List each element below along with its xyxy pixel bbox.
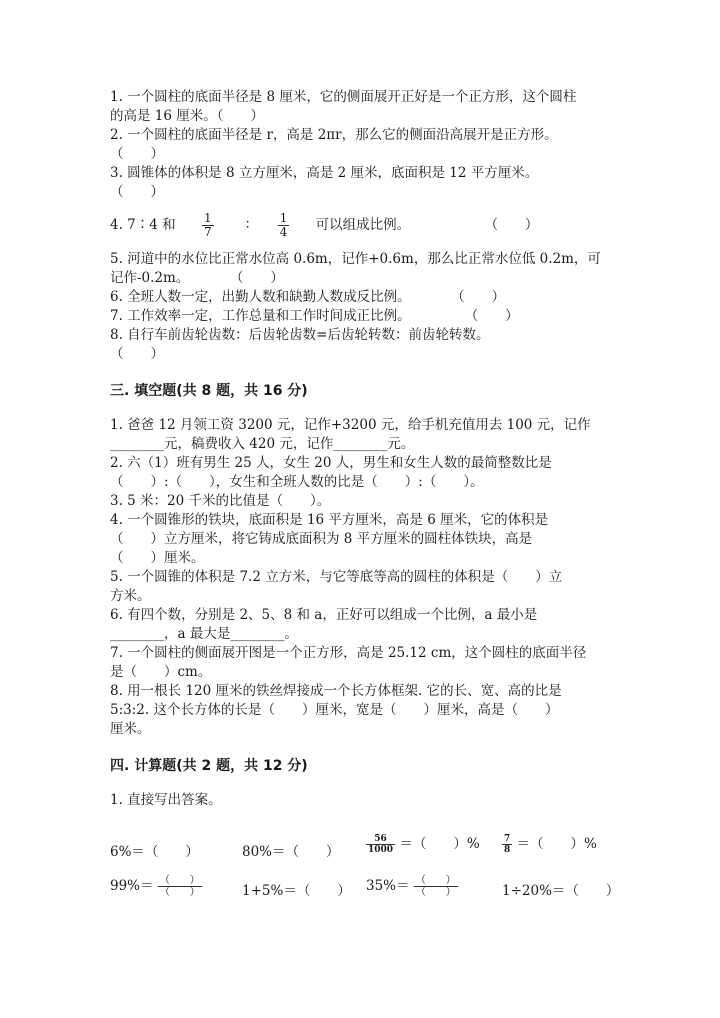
judge-q1-line2: 的高是 16 厘米。（ ） [110, 108, 265, 124]
fill-q2-line1: 2. 六（1）班有男生 25 人，女生 20 人，男生和女生人数的最简整数比是 [110, 455, 552, 471]
calc-q1-instruction: 1. 直接写出答案。 [110, 792, 222, 808]
fill-q5-line1: 5. 一个圆锥的体积是 7.2 立方米，与它等底等高的圆柱的体积是（ ）立 [110, 569, 563, 585]
fill-q4-line3: （ ）厘米。 [110, 550, 205, 566]
judge-q4-colon: ∶ [245, 217, 250, 233]
fill-q3: 3. 5 米：20 千米的比值是（ ）。 [110, 493, 331, 509]
fill-q4-line1: 4. 一个圆锥形的铁块，底面积是 16 平方厘米，高是 6 厘米，它的体积是 [110, 512, 549, 528]
fill-q1-line1: 1. 爸爸 12 月领工资 3200 元，记作+3200 元，给手机充值用去 100 元，记作 [110, 417, 591, 433]
calc-r1-c4-fraction [502, 834, 512, 855]
judge-q3-line1: 3. 圆锥体的体积是 8 立方厘米，高是 2 厘米，底面积是 12 平方厘米。 [110, 165, 539, 181]
judge-q8-line1: 8. 自行车前齿轮齿数：后齿轮齿数=后齿轮转数：前齿轮转数。 [110, 327, 490, 343]
section-4-heading: 四. 计算题(共 2 题，共 12 分) [110, 758, 308, 774]
fill-q6-line1: 6. 有四个数，分别是 2、5、8 和 a，正好可以组成一个比例，a 最小是 [110, 607, 538, 623]
fill-q8-line3: 厘米。 [110, 721, 151, 737]
fill-q7-line2: 是（ ）cm。 [110, 664, 212, 680]
calc-r1-c3-fraction [366, 834, 395, 855]
calc-r1-c1: 6%＝（ ） [110, 844, 199, 860]
calc-r2-c3-fraction [414, 875, 458, 898]
calc-r2-c3-pre: 35%＝ [366, 878, 410, 894]
fraction-denominator: 7 [203, 225, 212, 239]
fraction-numerator: 1 [279, 211, 288, 225]
judge-q6: 6. 全班人数一定，出勤人数和缺勤人数成反比例。 （ ） [110, 289, 506, 305]
section-3-heading: 三. 填空题(共 8 题，共 16 分) [110, 383, 308, 399]
judge-q1-line1: 1. 一个圆柱的底面半径是 8 厘米，它的侧面展开正好是一个正方形，这个圆柱 [110, 89, 577, 105]
judge-q4-fraction-1 [202, 212, 214, 239]
fraction-numerator: 1 [203, 211, 212, 225]
judge-q2-line2: （ ） [110, 146, 164, 162]
fill-q8-line2: 5:3:2. 这个长方体的长是（ ）厘米，宽是（ ）厘米，高是（ ） [110, 702, 559, 718]
fraction-denominator: （ ） [415, 887, 456, 898]
judge-q4-suffix: 可以组成比例。 [315, 217, 411, 233]
fraction-numerator: （ ） [159, 875, 200, 886]
calc-r2-c1 [110, 874, 202, 898]
calc-r1-c2: 80%＝（ ） [242, 844, 340, 860]
fill-q5-line2: 方米。 [110, 588, 151, 604]
fill-q1-line2: ________元，稿费收入 420 元，记作________元。 [110, 436, 415, 452]
judge-q4-prefix: 4. 7∶4 和 [110, 217, 176, 233]
fill-q6-line2: ________，a 最大是________。 [110, 626, 298, 642]
fraction-denominator: 1000 [368, 845, 394, 855]
judge-q4 [110, 212, 538, 239]
fraction-denominator: （ ） [159, 887, 200, 898]
calc-r2-c2: 1+5%＝（ ） [242, 883, 351, 899]
fraction-numerator: （ ） [415, 875, 456, 886]
judge-q2-line1: 2. 一个圆柱的底面半径是 r，高是 2πr，那么它的侧面沿高展开是正方形。 [110, 127, 558, 143]
judge-q8-line2: （ ） [110, 346, 164, 362]
judge-q3-line2: （ ） [110, 184, 164, 200]
calc-r1-c3 [366, 832, 480, 855]
judge-q5-line1: 5. 河道中的水位比正常水位高 0.6m，记作+0.6m，那么比正常水位低 0.2m，可 [110, 251, 601, 267]
judge-q4-answer-paren: （ ） [484, 217, 539, 233]
judge-q7: 7. 工作效率一定，工作总量和工作时间成正比例。 （ ） [110, 308, 519, 324]
fraction-numerator: 56 [366, 834, 395, 845]
fraction-numerator: 7 [504, 834, 511, 844]
calc-r1-c4 [502, 832, 597, 855]
fraction-denominator: 8 [504, 845, 511, 855]
fill-q8-line1: 8. 用一根长 120 厘米的铁丝焊接成一个长方体框架. 它的长、宽、高的比是 [110, 683, 562, 699]
judge-q5-line2: 记作-0.2m。 （ ） [110, 270, 284, 286]
calc-r1-c3-rest: ＝（ ）% [399, 836, 480, 852]
calc-r2-c3 [366, 874, 458, 898]
judge-q4-fraction-2 [278, 212, 290, 239]
fraction-denominator: 4 [279, 225, 288, 239]
calc-r2-c1-fraction [158, 875, 202, 898]
fill-q4-line2: （ ）立方厘米，将它铸成底面积为 8 平方厘米的圆柱体铁块，高是 [110, 531, 533, 547]
calc-r2-c4: 1÷20%＝（ ） [502, 883, 620, 899]
fill-q2-line2: （ ）:（ ），女生和全班人数的比是（ ）:（ ）。 [110, 474, 484, 490]
calc-r1-c4-rest: ＝（ ）% [516, 836, 597, 852]
calc-r2-c1-pre: 99%＝ [110, 878, 154, 894]
fill-q7-line1: 7. 一个圆柱的侧面展开图是一个正方形，高是 25.12 cm，这个圆柱的底面半径 [110, 645, 587, 661]
